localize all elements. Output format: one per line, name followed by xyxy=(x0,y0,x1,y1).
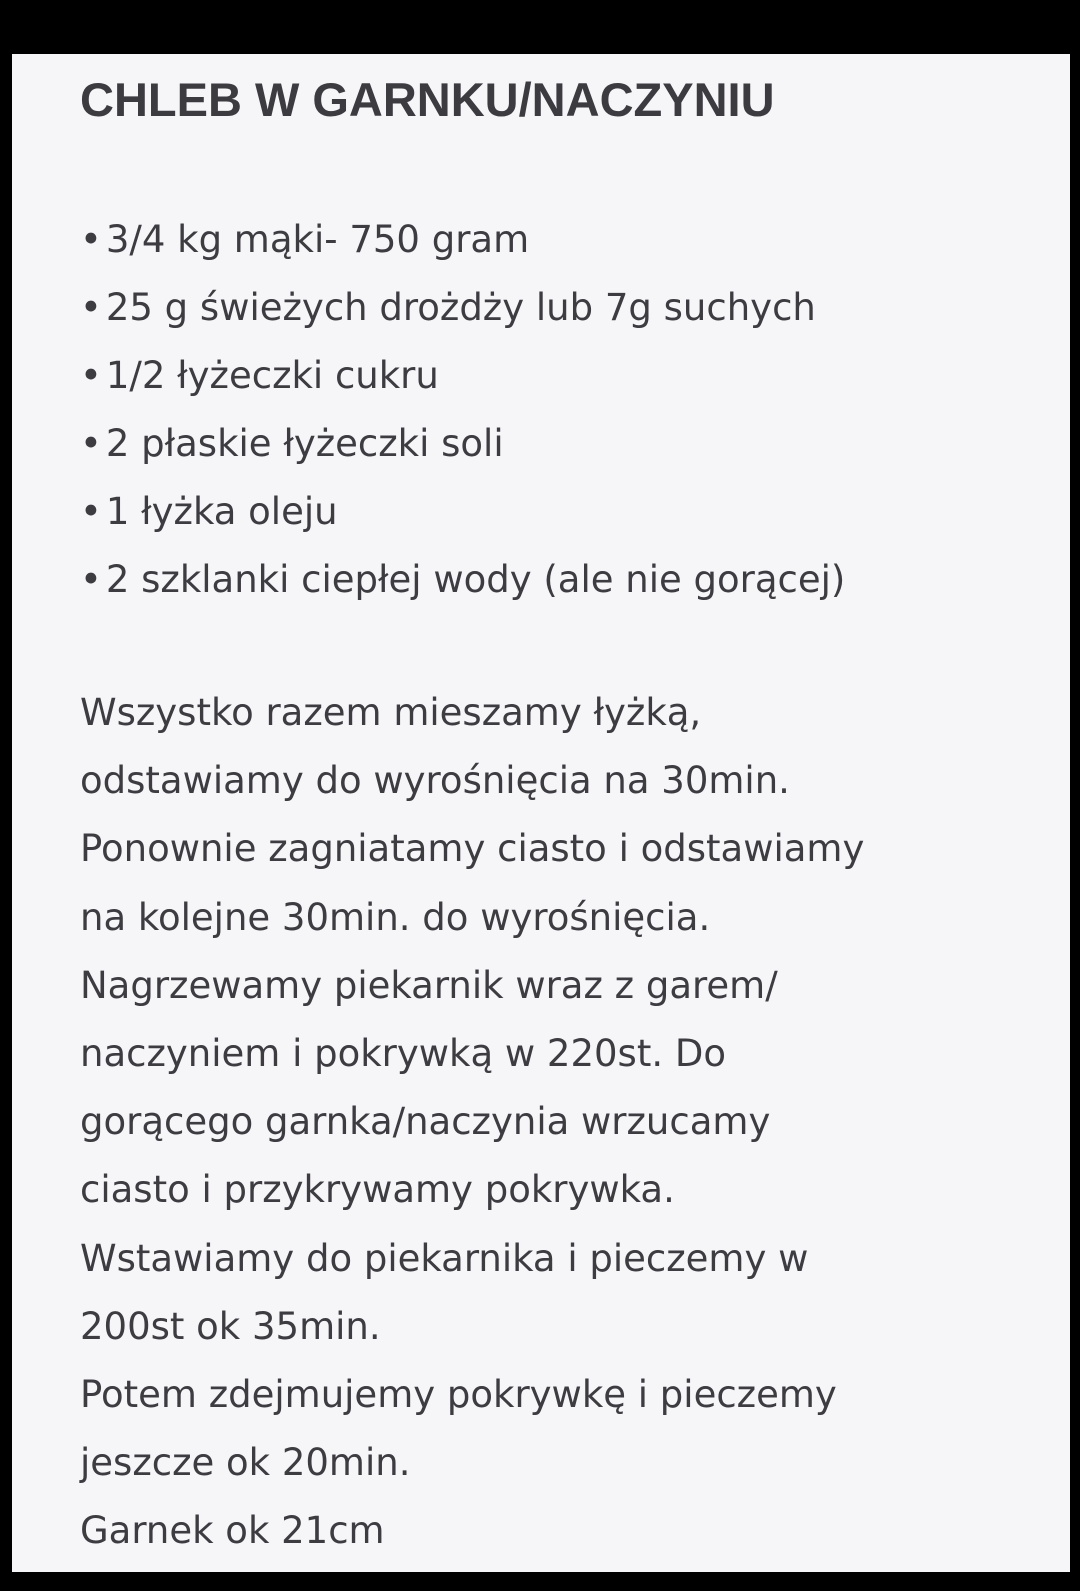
ingredient-list xyxy=(80,206,845,614)
method-line: naczyniem i pokrywką w 220st. Do xyxy=(80,1032,726,1076)
method-line: na kolejne 30min. do wyrośnięcia. xyxy=(80,895,711,939)
note-title: CHLEB W GARNKU/NACZYNIU xyxy=(80,73,775,126)
method-line: Garnek ok 21cm xyxy=(80,1509,385,1553)
method-line: ciasto i przykrywamy pokrywka. xyxy=(80,1168,675,1212)
method-line: Wszystko razem mieszamy łyżką, xyxy=(80,691,702,734)
method-line: Potem zdejmujemy pokrywkę i pieczemy xyxy=(80,1373,837,1417)
method-line: Wstawiamy do piekarnika i pieczemy w xyxy=(80,1236,809,1280)
method-text xyxy=(80,679,864,1566)
method-line: jeszcze ok 20min. xyxy=(80,1441,411,1485)
ingredient-item: • 2 płaskie łyżeczki soli xyxy=(80,410,845,478)
note-sheet xyxy=(12,54,1070,1572)
ingredient-item: • 1 łyżka oleju xyxy=(80,478,845,546)
method-line: Ponownie zagniatamy ciasto i odstawiamy xyxy=(80,827,865,871)
ingredient-item: • 25 g świeżych drożdży lub 7g suchych xyxy=(80,274,845,342)
method-line: Nagrzewamy piekarnik wraz z garem/ xyxy=(80,963,778,1007)
ingredient-item: • 1/2 łyżeczki cukru xyxy=(80,342,845,410)
ingredient-item: • 2 szklanki ciepłej wody (ale nie gorącej) xyxy=(80,546,845,614)
method-line: 200st ok 35min. xyxy=(80,1304,381,1348)
ingredient-item: • 3/4 kg mąki- 750 gram xyxy=(80,206,845,274)
method-line: odstawiamy do wyrośnięcia na 30min. xyxy=(80,759,790,803)
method-line: gorącego garnka/naczynia wrzucamy xyxy=(80,1100,771,1144)
